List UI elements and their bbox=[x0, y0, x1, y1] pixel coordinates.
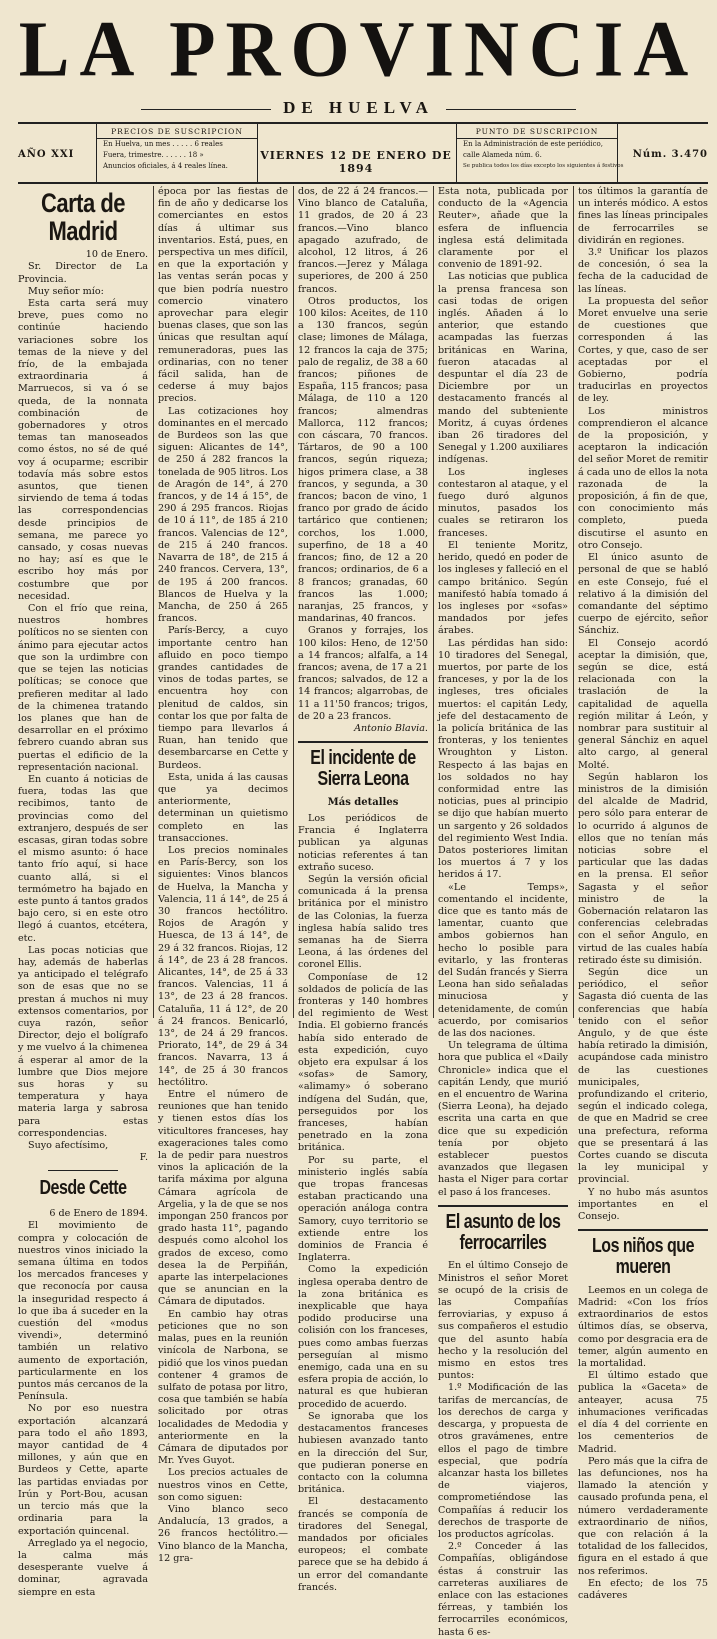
article-subheading: Más detalles bbox=[327, 796, 399, 808]
paragraph: El teniente Moritz, herido, quedó en poder de los ingleses y falleció en el campo británico. Según manifestó había tomado á los ingleses por «sofas» mandados por jefes árabes. bbox=[438, 539, 568, 637]
paragraph: Componíase de 12 soldados de policía de las fronteras y 140 hombres del regimiento de West India. El gobierno francés había sido enterado de esta expedición, cuyo objeto era expulsar á los «sofas» de Samory, «alimamy» ó soberano indígena del Sudán, que, perseguidos por los franceses, habían penetrado en la zona británica. bbox=[298, 971, 428, 1154]
point-line: calle Alameda núm. 6. bbox=[463, 151, 542, 159]
paragraph: dos, de 22 á 24 francos.—Vino blanco de Cataluña, 11 grados, de 20 á 23 francos.—Vino blanco apagado azufrado, de alcohol, 12 litros, á 26 francos.—Jerez y Málaga superiores, de 200 á 250 francos. bbox=[298, 186, 428, 295]
paragraph: «Le Temps», comentando el incidente, dice que es tanto más de lamentar, cuanto que ambos gobiernos han hecho lo posible para evitarlo, y las fronteras del Sudán francés y Sierra Leona han sido señaladas minuciosa y detenidamente, de común acuerdo, por comisarios de las dos naciones. bbox=[438, 881, 568, 1040]
info-bar bbox=[18, 122, 708, 184]
paragraph: Esta carta será muy breve, pues como no continúe haciendo variaciones sobre los temas de la nieve y del frío, de la embajada extraordinaria á Marruecos, si va ó se queda, de la nonnata combinación de gobernadores y otros temas tan manoseados como éstos, no sé de qué voy á ocuparme; escribir todavía más sobre estos asuntos, que tienen sirviendo de tema á todas las correspondencias desde principios de semana, me parece yo cansado, y cosas nuevas no hay; así es que le escribo hoy más por costumbre que por necesidad. bbox=[18, 298, 148, 602]
paragraph: Arreglado ya el negocio, la calma más desesperante vuelve á dominar, agravada siempre en esta bbox=[18, 1537, 148, 1598]
column-5 bbox=[578, 186, 708, 1601]
article-heading-carta-de-madrid: Carta de Madrid bbox=[40, 188, 126, 246]
divider bbox=[48, 1170, 118, 1171]
paragraph: No por eso nuestra exportación alcanzará para todo el año 1893, mayor cantidad de 4 millones, y aún que en Burdeos y Cette, aparte las partidas enviadas por Irún y Port-Bou, acusan un tercio más que la ordinaria para la exportación quincenal. bbox=[18, 1403, 148, 1537]
paragraph: Con el frío que reina, nuestros hombres políticos no se sienten con ánimo para ejecutar actos que son la urdimbre con que se tejen las noticias políticas; se conoce que prefieren meditar al lado de la chimenea tratando los planes que han de desarrollar en el próximo febrero cuando abran sus puertas el edificio de la representación nacional. bbox=[18, 603, 148, 773]
salutation: Sr. Director de La Provincia. bbox=[18, 261, 148, 285]
paragraph: Pero más que la cifra de las defunciones, nos ha llamado la atención y causado profunda pena, el número verdaderamente extraordinario de niños, que con relación á la totalidad de los fallecidos, figura en el estado á que nos referimos. bbox=[578, 1455, 708, 1577]
subscription-point-heading: PUNTO DE SUSCRIPCION bbox=[457, 124, 617, 139]
paragraph: 2.º Conceder á las Compañías, obligándose éstas á construir las carreteras auxiliares de enlace con las estaciones férreas, y también los ferrocarriles económicos, hasta 6 es- bbox=[438, 1541, 568, 1638]
column-rule bbox=[153, 186, 154, 1018]
paragraph: Se ignoraba que los destacamentos franceses hubiesen avanzado tanto en la dirección del Sur, que pudieran ponerse en contacto con la columna británica. bbox=[298, 1410, 428, 1496]
paragraph: Los ingleses contestaron al ataque, y el fuego duró algunos minutos, pasados los cuales se retiraron los franceses. bbox=[438, 466, 568, 539]
paragraph: En el último Consejo de Ministros el señor Moret se ocupó de la crisis de las Compañías ferroviarias, y expuso á sus compañeros el estudio que del asunto había hecho y la resolución del mismo en estos tres puntos: bbox=[438, 1260, 568, 1382]
paragraph: época por las fiestas de fin de año y dedicarse los comerciantes en estos días á ultimar sus inventarios. Está, pues, en perspectiva un mes difícil, en que la exportación y las ventas serán pocas y que bien podría nuestro comercio vinatero aprovechar para elegir buenas clases, que son las únicas que resultan aquí remuneradoras, pues las ordinarias, con no tener fácil salida, han de cederse á muy bajos precios. bbox=[158, 186, 288, 405]
paragraph: Leemos en un colega de Madrid: «Con los fríos extraordinarios de estos últimos días, se observa, como por desgracia era de temer, algún aumento en la mortalidad. bbox=[578, 1284, 708, 1370]
paragraph: Granos y forrajes, los 100 kilos: Heno, de 12'50 a 14 francos; alfalfa, a 14 francos; avena, de 17 a 21 francos; salvados, de 12 a 14 francos; algarrobas, de 11 a 11'50 francos; trigos, de 20 a 23 francos. bbox=[298, 625, 428, 722]
paragraph: Los precios nominales en París-Bercy, son los siguientes: Vinos blancos de Huelva, la Mancha y Valencia, 11 á 14°, de 25 á 30 francos hectólitro. Rojos de Aragón y Huesca, de 13 á 14°, de 29 á 32 francos. Riojas, 12 á 14°, de 23 á 28 francos. Alicantes, 14°, de 25 á 33 francos. Valencias, 11 á 13°, de 23 á 28 francos. Cataluña, 11 á 12°, de 20 á 24 francos. Benicarló, 13°, de 24 á 29 francos. Priorato, 14°, de 29 á 34 francos. Navarra, 13 á 14°, de 25 á 30 francos hectólitro. bbox=[158, 844, 288, 1088]
issue-date: VIERNES 12 DE ENERO DE 1894 bbox=[260, 149, 452, 175]
paragraph: Las pocas noticias que hay, además de haberlas ya anticipado el telégrafo son de esas que no se prestan á muchos ni muy extensos comentarios, por cuya razón, señor Director, dejo el bolígrafo y me vuelvo á la chimenea á esperar al amor de la lumbre que Dios mejore sus horas y su temperatura y haya materia larga y sabrosa para estas correspondencias. bbox=[18, 944, 148, 1139]
paragraph: Los precios actuales de nuestros vinos en Cette, son como siguen: bbox=[158, 1467, 288, 1503]
masthead bbox=[0, 0, 717, 140]
column-1 bbox=[18, 186, 148, 1598]
column-2 bbox=[158, 186, 288, 1564]
paragraph: Y no hubo más asuntos importantes en el Consejo. bbox=[578, 1186, 708, 1223]
paragraph: tos últimos la garantía de un interés módico. A estos fines las líneas principales de ferrocarriles se dividirán en regiones. bbox=[578, 186, 708, 246]
closing: Suyo afectísimo, bbox=[28, 1140, 109, 1152]
paragraph: Los periódicos de Francia é Inglaterra publican ya algunas noticias referentes á tan extraño suceso. bbox=[298, 812, 428, 873]
column-rule bbox=[293, 186, 294, 1018]
paragraph: Como la expedición inglesa operaba dentro de la zona británica es inexplicable que haya podido producirse una colisión con los franceses, pues como ambas fuerzas perseguían al mismo enemigo, cada una en su esfera propia de acción, lo natural es que hubieran procedido de acuerdo. bbox=[298, 1264, 428, 1410]
column-4 bbox=[438, 186, 568, 1638]
paragraph: El último estado que publica la «Gaceta» de anteayer, acusa 75 inhumaciones verificadas el día 4 del corriente en los cementerios de Madrid. bbox=[578, 1370, 708, 1455]
year-label: AÑO XXI bbox=[18, 149, 75, 160]
paragraph: Otros productos, los 100 kilos: Aceites, de 110 a 130 francos, según clase; limones de Málaga, 12 francos la caja de 375; palo de regaliz, de 38 a 60 francos; piñones de España, 115 francos; pasa Málaga, de 110 a 120 francos; almendras Mallorca, 112 francos; con cáscara, 70 francos. Tártaros, de 90 a 100 francos, según riqueza; higos primera clase, a 38 francos, y segunda, a 30 francos; bacon de vino, 1 franco por grado de ácido tartárico que contienen; corchos, los 1.000, superfino, de 18 a 40 francos; fino, de 12 a 20 francos; ordinarios, de 6 a 8 francos; granadas, 60 francos las 1.000; naranjas, 25 francos, y mandarinas, 40 francos. bbox=[298, 295, 428, 625]
point-line: En la Administración de este periódico, bbox=[463, 140, 603, 148]
subscription-point bbox=[456, 124, 624, 182]
paragraph: Según la versión oficial comunicada á la prensa británica por el ministro de las Colonias, la fuerza inglesa había salido tres semanas ha de Sierra Leona, á las órdenes del coronel Ellis. bbox=[298, 873, 428, 971]
paragraph: Según hablaron los ministros de la dimisión del alcalde de Madrid, pero sólo para enterar de lo ocurrido á algunos de ellos que no tenían más noticias sobre el particular que las dadas en la prensa. El señor Sagasta y el señor ministro de la Gobernación relataron las conferencias celebradas con el señor Angulo, en virtud de las cuales había retirado éste su dimisión. bbox=[578, 771, 708, 966]
paragraph: Esta nota, publicada por conducto de la «Agencia Reuter», añade que la esfera de influencia inglesa está delimitada claramente por el convenio de 1891-92. bbox=[438, 186, 568, 271]
column-3 bbox=[298, 186, 428, 1593]
paragraph: El Consejo acordó aceptar la dimisión, que, según se dice, está relacionada con la traslación de la capitalidad de aquella región militar á León, y nombrar para sustituir al general Sánchiz en aquel alto cargo, al general Molté. bbox=[578, 637, 708, 771]
paragraph: En cuanto á noticias de fuera, todas las que recibimos, tanto de provincias como del extranjero, después de ser escasas, giran todas sobre el mismo asunto: ó hace tanto frío aquí, si hace cuanto allá, si el termómetro ha bajado en este punto á tantos grados bajo cero, si en este otro llegó á cuantos, etcétera, etc. bbox=[18, 773, 148, 944]
article-heading-ninos: Los niños que mueren bbox=[592, 1235, 694, 1279]
newspaper-title: LA PROVINCIA bbox=[18, 4, 699, 94]
dateline: 10 de Enero. bbox=[85, 249, 148, 261]
subtitle-rule-right bbox=[446, 109, 576, 110]
column-rule bbox=[573, 186, 574, 1018]
paragraph: Según dice un periódico, el señor Sagasta dió cuenta de las conferencias que había tenido con el señor Angulo, y de que éste había retirado la dimisión, acupándose cada ministro de las cuestiones municipales, profundizando el criterio, según el indicado colega, de que en Madrid se cree una prefectura, reforma que se presentará á las Cortes cuando se discuta la ley municipal y provincial. bbox=[578, 967, 708, 1186]
paragraph: El movimiento de compra y colocación de nuestros vinos iniciado la semana última en todos los mercados franceses y que reconocía por causa la inseguridad respecto á lo que iba á suceder en la cuestión del «modus vivendi», determinó también un relativo aumento de exportación, particularmente en los puntos más cercanos de la Península. bbox=[18, 1220, 148, 1403]
article-columns bbox=[18, 186, 708, 1638]
article-heading-desde-cette: Desde Cette bbox=[39, 1178, 127, 1200]
price-line: Anuncios oficiales, á 4 reales línea. bbox=[103, 162, 228, 170]
price-line: En Huelva, un mes . . . . . 6 reales bbox=[103, 140, 223, 148]
paragraph: En cambio hay otras peticiones que no son malas, pues en la reunión vinícola de Narbona, se pidió que los vinos puedan contener 4 gramos de sulfato de potasa por litro, cosa que también se había solicitado por otras localidades de Medodia y anteriormente en la Cámara de diputados por Mr. Yves Guyot. bbox=[158, 1308, 288, 1467]
paragraph: Por su parte, el ministerio inglés sabía que tropas francesas estaban practicando una operación análoga contra Samory, cuyo territorio se extiende entre los dominios de Francia é Inglaterra. bbox=[298, 1154, 428, 1264]
paragraph: La propuesta del señor Moret envuelve una serie de cuestiones que corresponden á las Cortes, y que, caso de ser aceptadas por el Gobierno, podría traducirlas en proyectos de ley. bbox=[578, 295, 708, 405]
paragraph: Esta, unida á las causas que ya decimos anteriormente, determinan un quietismo completo en las transacciones. bbox=[158, 771, 288, 844]
paragraph: Los ministros comprendieron el alcance de la proposición, y aceptaron la indicación del señor Moret de remitir á cada uno de ellos la nota razonada de la proposición, á fin de que, con conocimiento más completo, pueda discutirse el asunto en otro Consejo. bbox=[578, 405, 708, 551]
paragraph: París-Bercy, a cuyo importante centro han afluido en poco tiempo grandes cantidades de vinos de todas partes, se encuentra hoy con plenitud de caldos, sin contar los que por falta de tiempo para llevarlos á Ruan, han tenido que desembarcarse en Cette y Burdeos. bbox=[158, 625, 288, 771]
article-heading-sierra-leona: El incidente de Sierra Leona bbox=[310, 747, 416, 790]
paragraph: Un telegrama de última hora que publica el «Daily Chronicle» indica que el capitán Lendy, que murió en el encuentro de Warina (Sierra Leona), ha dejado escrita una carta en que dice que su expedición tenía por objeto establecer puestos avanzados que llegasen hasta el Niger para cortar el paso á los franceses. bbox=[438, 1040, 568, 1198]
signature: Antonio Blavia. bbox=[354, 722, 428, 734]
paragraph: 1.º Modificación de las tarifas de mercancías, de los derechos de carga y descarga, y propuesta de otros gravámenes, entre ellos el pago de timbre especial, que podría alcanzar hasta los billetes de viajeros, comprometiéndose las Compañías á reducir los derechos de trasporte de los productos agrícolas. bbox=[438, 1382, 568, 1540]
price-line: Fuera, trimestre. . . . . . 18 » bbox=[103, 151, 204, 159]
divider bbox=[298, 741, 428, 743]
subtitle-rule-left bbox=[141, 109, 271, 110]
article-heading-ferrocarriles: El asunto de los ferrocarriles bbox=[445, 1211, 561, 1254]
paragraph: Las pérdidas han sido: 10 tiradores del Senegal, muertos, por parte de los franceses, y por la de los ingleses, tres oficiales muertos: el capitán Ledy, jefe del destacamento de la policía británica de las fronteras, y los tenientes Wroughton y Liston. Respecto á las bajas en los soldados no hay conformidad entre las noticias, pues al principio se dijo que habían muerto un sargento y 26 soldados del regimiento West India. Datos posteriores limitan los muertos á 7 y los heridos á 17. bbox=[438, 637, 568, 881]
paragraph: Las noticias que publica la prensa francesa son casi todas de origen inglés. Añaden á lo anterior, que estando acampadas las fuerzas británicas en Warina, fueron atacadas al despuntar el día 23 de Diciembre por un destacamento francés al mando del subteniente Moritz, á cuyas órdenes iban 26 tiradores del Senegal y 1.200 auxiliares indígenas. bbox=[438, 271, 568, 466]
issue-number: Núm. 3.470 bbox=[632, 149, 708, 160]
salutation: Muy señor mío: bbox=[28, 285, 104, 297]
subscription-prices-heading: PRECIOS DE SUSCRIPCION bbox=[97, 124, 257, 139]
paragraph: En efecto; de los 75 cadáveres bbox=[578, 1577, 708, 1601]
divider bbox=[578, 1229, 708, 1231]
signature: F. bbox=[139, 1152, 148, 1164]
point-line: Se publica todos los días excepto los siguientes á festivos bbox=[463, 163, 624, 169]
dateline: 6 de Enero de 1894. bbox=[49, 1208, 148, 1220]
paragraph: El destacamento francés se componía de tiradores del Senegal, mandados por oficiales europeos; el combate parece que se ha debido á un error del comandante francés. bbox=[298, 1496, 428, 1593]
paragraph: Las cotizaciones hoy dominantes en el mercado de Burdeos son las que siguen: Alicantes de 14°, de 250 á 282 francos la tonelada de 905 litros. Los de Aragón de 14°, á 270 francos, y de 14 á 15°, de 290 á 295 francos. Riojas de 10 á 11°, de 185 á 210 francos. Valencias de 12°, de 215 á 240 francos. Navarra de 18°, de 215 á 240 francos. Cervera, 13°, de 195 á 200 francos. Blancos de Huelva y la Mancha, de 250 á 265 francos. bbox=[158, 405, 288, 625]
subtitle-text: DE HUELVA bbox=[283, 98, 434, 117]
paragraph: Entre el número de reuniones que han tenido y tienen estos días los viticultores franceses, hay exageraciones tales como la de pedir para nuestros vinos la aplicación de la tarifa máxima por alguna Cámara agrícola de Argelia, y la de que se nos impongan 250 francos por grado hasta 11°, pagando después como alcohol los grados de exceso, como desea la de Perpiñán, aparte las interpelaciones que se anuncian en la Cámara de diputados. bbox=[158, 1089, 288, 1308]
divider bbox=[438, 1205, 568, 1207]
subscription-prices bbox=[96, 124, 258, 182]
paragraph: 3.º Unificar los plazos de concesión, ó sea la fecha de la caducidad de las líneas. bbox=[578, 247, 708, 295]
paragraph: Vino blanco seco Andalucía, 13 grados, a 26 francos hectólitro.—Vino blanco de la Mancha, 12 gra- bbox=[158, 1503, 288, 1564]
newspaper-subtitle bbox=[0, 98, 717, 118]
column-rule bbox=[433, 186, 434, 1018]
paragraph: El único asunto de personal de que se habló en este Consejo, fué el relativo á la dimisión del comandante del séptimo cuerpo de ejército, señor Sánchiz. bbox=[578, 552, 708, 637]
